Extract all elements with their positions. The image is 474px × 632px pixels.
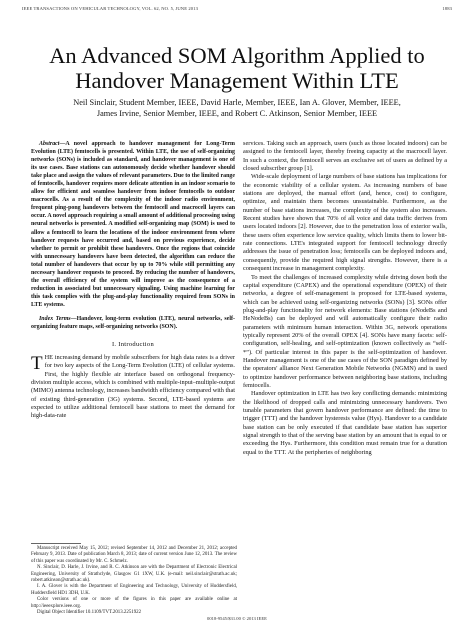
footnote-rule	[31, 543, 81, 544]
author-line-2: James Irvine, Senior Member, IEEE, and Robert C. Atkinson, Senior Member, IEEE	[96, 109, 378, 118]
footnote-manuscript: Manuscript received May 15, 2012; revised September 14, 2012 and December 21, 2012; accepted February 9, 2013. Date of publication March 8, 2013; date of current version June 12, 2013. The review of this paper was coordinated by Mr. C. Schmelz.	[31, 546, 237, 564]
left-column	[31, 140, 235, 421]
dropcap: T	[31, 353, 43, 375]
right-paragraph: services. Taking such an approach, users (such as those located indoors) can be assigned to the femtocell layer, thereby freeing capacity at the macrocell layer. In such a context, the femtocell serves an exclusive set of users as defined by a closed subscriber group [1].	[243, 140, 447, 173]
section-heading: I. Introduction	[111, 341, 155, 349]
footnotes	[31, 546, 237, 616]
intro-paragraph	[31, 354, 235, 421]
copyright-footer: 0018-9545/$31.00 © 2013 IEEE	[207, 616, 267, 621]
footnote-color: Color versions of one or more of the figures in this paper are available online at http://ieeexplore.ieee.org.	[31, 597, 237, 609]
abstract	[31, 140, 235, 309]
index-terms-text: —Handover, long-term evolution (LTE), neural networks, self-organizing feature maps, self-organizing networks (SON).	[31, 315, 235, 331]
running-head	[22, 6, 452, 11]
abstract-text: —A novel approach to handover management for Long-Term Evolution (LTE) femtocells is presented. Within LTE, the use of self-organizing networks (SONs) is included as standard, and handover management is one of its use cases. Base stations can autonomously decide whether handover should take place and assign the values of relevant parameters. Due to the limited range of femtocells, handover requires more delicate attention in an indoor scenario to allow for efficient and seamless handover from indoor femtocells to outdoor macrocells. As a result of the complexity of the indoor radio environment, frequent ping-pong handovers between the femtocell and macrocell layers can occur. A novel approach requiring a small amount of additional processing using neural networks is presented. A modified self-organizing map (SOM) is used to allow a femtocell to learn the locations of the indoor environment from where handover requests have occurred and, based on previous experience, decide whether to permit or prohibit these handovers. Once the regions that coincide with unnecessary handovers have been detected, the algorithm can reduce the total number of handovers that occur by up to 70% while still permitting any necessary handover requests to proceed. By reducing the number of handovers, the overall efficiency of the system will improve as the consequence of a reduction in associated but unnecessary signaling. Using machine learning for this task complies with the plug-and-play functionality required from SONs in LTE systems.	[31, 141, 235, 308]
index-terms	[31, 315, 235, 331]
footnote-doi: Digital Object Identifier 10.1109/TVT.2013.2251922	[37, 610, 142, 616]
author-line-1: Neil Sinclair, Student Member, IEEE, David Harle, Member, IEEE, Ian A. Glover, Member, IEEE,	[73, 98, 401, 107]
intro-paragraph-text: HE increasing demand by mobile subscribers for high data rates is a driver for two key aspects of the Long-Term Evolution (LTE) of cellular systems. First, the highly flexible air interface based on orthogonal frequency-division multiple access, which is combined with multiple-input–multiple-output (MIMO) antenna technology, increases bandwidth efficiency compared with that of existing third-generation (3G) systems. Second, LTE-based systems are expected to utilize additional femtocell base stations to meet the demand for high-data-rate	[31, 354, 235, 420]
journal-header: IEEE TRANSACTIONS ON VEHICULAR TECHNOLOGY, VOL. 62, NO. 5, JUNE 2013	[22, 6, 198, 11]
right-column	[243, 140, 447, 457]
right-paragraph: Handover optimization in LTE has two key conflicting demands: minimizing the likelihood of dropped calls and minimizing unnecessary handovers. Two tunable parameters that govern handover performance are defined: the time to trigger (TTT) and the handover hysteresis value (Hys). Handover to a candidate base station can be only executed if that candidate base station has superior signal strength to that of the serving base station by an amount that is equal to or exceeding the Hys. Furthermore, this condition must remain true for a duration equal to the TTT. At the peripheries of neighboring	[243, 390, 447, 456]
paper-title: An Advanced SOM Algorithm Applied to Handover Management Within LTE	[49, 43, 425, 93]
author-list	[20, 97, 454, 119]
footnote-affiliation-2: I. A. Glover is with the Department of Engineering and Technology, University of Huddersfield, Huddersfield HD1 3DH, U.K.	[31, 584, 237, 596]
index-terms-lead: Index Terms	[39, 315, 71, 322]
right-paragraph: Wide-scale deployment of large numbers of base stations has implications for the economic viability of a cellular system. As increasing numbers of base stations are deployed, the manual effort (and, hence, cost) to configure, optimize, and maintain them becomes unsustainable. Furthermore, as the number of base stations increases, the complexity of the system also increases. Recent studies have shown that 70% of all voice and data traffic derives from users located indoors [2]. However, due to the penetration loss of exterior walls, these users often experience low service quality, which limits them to lower bit-rate connections. LTE's integrated support for femtocell technology directly addresses the issue of penetration loss; femtocells can be deployed indoors and, consequently, provide the required high signal strengths. However, there is a consequent increase in management complexity.	[243, 173, 447, 273]
abstract-lead: Abstract	[39, 141, 60, 147]
footnote-affiliation-1: N. Sinclair, D. Harle, J. Irvine, and R. C. Atkinson are with the Department of Electronic Electrical Engineering, University of Strathclyde, Glasgow G1 1XW, U.K. (e-mail: neil.sinclair@strath.ac.uk; robert.atkinson@strath.ac.uk).	[31, 565, 237, 584]
right-paragraph: To meet the challenges of increased complexity while driving down both the capital expenditure (CAPEX) and the operational expenditure (OPEX) of their networks, a degree of self-management is proposed for LTE-based systems, which can be achieved using self-organizing networks (SONs) [3]. SONs offer plug-and-play functionality for network elements: Base stations (eNodeBs and HeNodeBs) can be deployed and will automatically configure their radio parameters with minimum human interaction. Within 3G, network operations typically represent 20% of the overall OPEX [4]. SONs have many facets: self-configuration, self-healing, and self-optimization (known collectively as “self-*”). Of particular interest in this paper is the self-optimization of handover. Handover management is one of the use cases of the SON paradigm defined by the operators' alliance Next Generation Mobile Networks (NGMN) and is used to optimize handover performance between neighboring base stations, including femtocells.	[243, 273, 447, 389]
page-number: 1883	[442, 6, 452, 11]
